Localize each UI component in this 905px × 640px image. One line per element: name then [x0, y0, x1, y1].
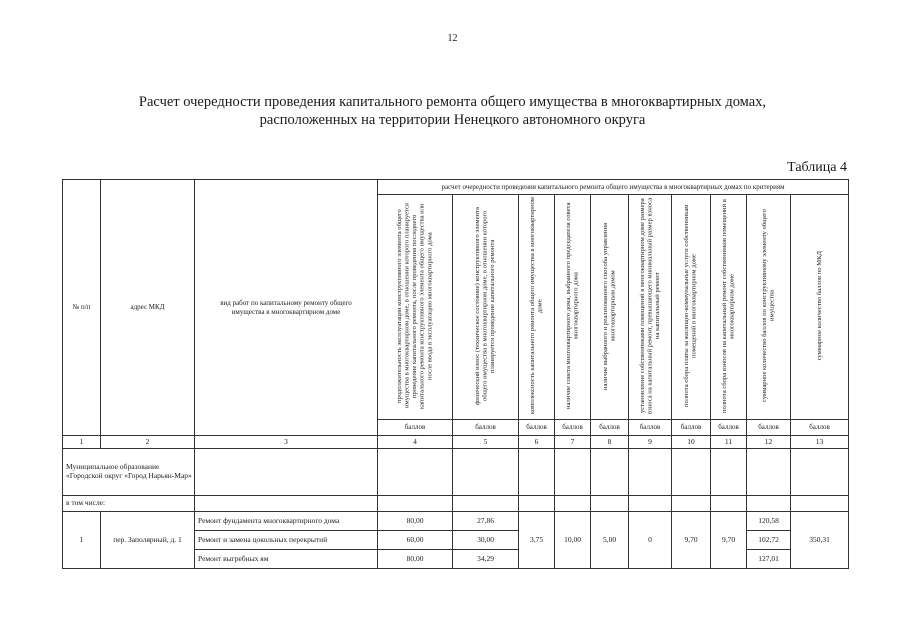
col-number: 8: [591, 436, 629, 449]
header-address: адрес МКД: [101, 180, 195, 436]
cell-c5: 34,29: [453, 550, 519, 569]
col-number: 9: [629, 436, 672, 449]
row-number: 1: [63, 512, 101, 569]
col-number: 6: [519, 436, 555, 449]
unit-label: баллов: [555, 420, 591, 436]
title-line-1: Расчет очередности проведения капитального ремонта общего имущества в многоквартирных домах,: [138, 94, 767, 110]
unit-label: баллов: [672, 420, 711, 436]
page-number: 12: [447, 33, 458, 44]
criterion-8: наличие выбранного и реализованного способа управления многоквартирным домом: [591, 195, 629, 420]
col-number: 3: [195, 436, 378, 449]
header-works: вид работ по капитальному ремонту общего имущества в многоквартирном доме: [195, 180, 378, 436]
cell-c11: 9,70: [711, 512, 747, 569]
col-number: 4: [378, 436, 453, 449]
work-name: Ремонт выгребных ям: [195, 550, 378, 569]
col-number: 11: [711, 436, 747, 449]
unit-label: баллов: [519, 420, 555, 436]
work-name: Ремонт фундамента многоквартирного дома: [195, 512, 378, 531]
cell-c4: 60,00: [378, 531, 453, 550]
col-number: 13: [791, 436, 849, 449]
priority-table: [62, 179, 849, 569]
cell-c12: 102,72: [747, 531, 791, 550]
col-number: 5: [453, 436, 519, 449]
municipality-name: Муниципальное образование «Городской округ «Город Нарьян-Мар»: [63, 449, 195, 496]
cell-c12: 127,01: [747, 550, 791, 569]
document-title: [0, 93, 905, 129]
col-number: 12: [747, 436, 791, 449]
cell-c8: 5,00: [591, 512, 629, 569]
cell-c13: 350,31: [791, 512, 849, 569]
cell-c10: 9,70: [672, 512, 711, 569]
column-numbers-row: [63, 436, 849, 449]
cell-c4: 80,00: [378, 550, 453, 569]
cell-c4: 80,00: [378, 512, 453, 531]
unit-label: баллов: [453, 420, 519, 436]
criterion-12: суммарное количество баллов по конструктивному элементу общего имущества: [747, 195, 791, 420]
header-criteria-group: расчет очередности проведения капитального ремонта общего имущества в многоквартирных домах по критериям: [378, 180, 849, 195]
criterion-5: физический износ (техническое состояние) конструктивного элемента общего имущества в многоквартирном доме, в отношении которого планируется проведение капитального ремонта: [453, 195, 519, 420]
col-number: 2: [101, 436, 195, 449]
cell-c7: 10,00: [555, 512, 591, 569]
cell-c5: 27,86: [453, 512, 519, 531]
criterion-6: комплексность капитального ремонта общего имущества в многоквартирном доме: [519, 195, 555, 420]
cell-c9: 0: [629, 512, 672, 569]
unit-label: баллов: [791, 420, 849, 436]
unit-label: баллов: [711, 420, 747, 436]
col-number: 1: [63, 436, 101, 449]
col-number: 10: [672, 436, 711, 449]
row-address: пер. Заполярный, д. 1: [101, 512, 195, 569]
including-row: [63, 496, 849, 512]
criterion-4: продолжительность эксплуатации конструктивного элемента общего имущества в многоквартирном доме, в отношении которого планируется проведение капитального ремонта, после проведения последнего капитального ремонта конструктивного элемента общего имущества или после ввода в эксплуатацию многоквартирного дома: [378, 195, 453, 420]
unit-label: баллов: [591, 420, 629, 436]
unit-label: баллов: [629, 420, 672, 436]
header-num: № п/п: [63, 180, 101, 436]
criterion-11: полнота сбора взносов на капитальный ремонт собственников помещений в многоквартирном доме: [711, 195, 747, 420]
header-row-group: [63, 180, 849, 195]
criterion-9: установление собственниками помещений в многоквартирном доме размера взноса на капитальный ремонт, превышающего минимальный размер взноса на капитальный ремонт: [629, 195, 672, 420]
criterion-10: полнота сбора платы за жилищно-коммунальные услуги собственникам помещений в многоквартирном доме: [672, 195, 711, 420]
municipality-row: [63, 449, 849, 496]
cell-c5: 30,00: [453, 531, 519, 550]
work-name: Ремонт и замена цокольных перекрытий: [195, 531, 378, 550]
col-number: 7: [555, 436, 591, 449]
cell-c6: 3,75: [519, 512, 555, 569]
table-row: [63, 512, 849, 531]
table-label: Таблица 4: [787, 160, 847, 175]
title-line-2: расположенных на территории Ненецкого автономного округа: [259, 112, 646, 128]
criterion-13: суммарное количество баллов по МКД: [791, 195, 849, 420]
including-label: в том числе:: [63, 496, 195, 512]
criterion-7: наличие совета многоквартирного дома, выбранного председателя совета многоквартирного дома: [555, 195, 591, 420]
unit-label: баллов: [747, 420, 791, 436]
cell-c12: 120,58: [747, 512, 791, 531]
unit-label: баллов: [378, 420, 453, 436]
